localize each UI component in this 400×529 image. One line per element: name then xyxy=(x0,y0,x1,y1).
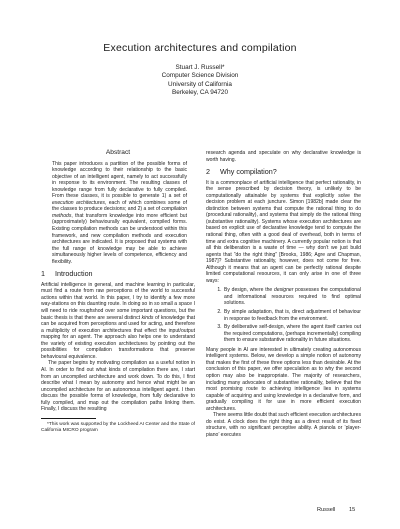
abstract-em-2: compilation methods xyxy=(52,206,187,219)
right-column xyxy=(206,150,361,438)
intro-paragraph-2: The paper begins by motivating compilation as a useful notion in AI. In order to find out what kinds of compilation there are, I start from an uncompiled architecture and work down. To do this, I first describe what I mean by autonomy and hence what might be an uncompiled architecture for an autonomous intelligent agent. I then discuss the possible forms of knowledge, from fully declarative to fully compiled, and map out the compilation paths linking them. Finally, I discuss the resulting xyxy=(41,360,195,413)
footnote xyxy=(41,422,195,434)
abstract-heading: Abstract xyxy=(105,149,131,156)
section-1-number: 1 xyxy=(41,269,45,279)
running-footer-author: Russell xyxy=(317,507,336,513)
abstract-text-1: This paper introduces a partition of the possible forms of knowledge according to their relationship to the basic objective of an intelligent agent, namely to act successfully in response to its environment. The resulting classes of knowledge range from fully declarative to fully compiled. From these classes, it is possible to generate 1) a set of xyxy=(52,160,187,200)
intro-p1-em: kinds xyxy=(141,314,154,321)
why-paragraph-2: Many people in AI are interested in ultimately creating autonomous intelligent systems. Below, we develop a simple notion of autonomy that makes the first of these three options less than desirable. At the conclusion of this paper, we offer speculation as to why the second option may also be inappropriate. The majority of researchers, including many advocates of substantive rationality, believe that the most promising route to achieving intelligence lies in systems capable of acquiring and using knowledge in a declarative form, and gradually compiling it for use in more efficient execution architectures. xyxy=(206,346,361,412)
list-item-2-text: By simple adaptation, that is, direct adjustment of behaviour in response to feedback from the environment. xyxy=(224,309,361,322)
three-ways-list xyxy=(206,287,361,343)
abstract-body xyxy=(41,161,195,266)
author-block xyxy=(0,64,400,97)
section-1-title: Introduction xyxy=(55,269,93,279)
list-item xyxy=(223,287,361,307)
page-number: 15 xyxy=(349,507,356,513)
intro-paragraph-1 xyxy=(41,282,195,361)
paper-title: Execution architectures and compilation xyxy=(103,42,297,54)
list-item-1-text: By design, where the xyxy=(224,287,275,294)
section-2-title: Why compilation? xyxy=(220,167,277,177)
list-item xyxy=(223,309,361,322)
list-item xyxy=(223,324,361,344)
carryover-paragraph: research agenda and speculate on why declarative knowledge is worth having. xyxy=(206,150,361,163)
section-1-heading xyxy=(41,271,195,278)
abstract-text-2: , each of which combines some of the classes to produce decisions; and 2) a set of xyxy=(52,199,187,213)
left-column xyxy=(41,150,195,434)
section-2-number: 2 xyxy=(206,167,210,177)
footnote-rule xyxy=(41,418,96,419)
intro-p1-text-b: of knowledge that can be acquired from perceptions and used for acting, and therefore a multiplicity of execution architectures that effect the input/output mapping for an agent. The approach also helps one to understand the variety of existing execution architectures by pointing out the possibilities for compilation transformations that preserve behavioural equivalence. xyxy=(41,314,195,360)
author-university: University of California xyxy=(168,80,232,88)
list-item-1-text-b: possesses the computational and informational resources required to find optimal solutions. xyxy=(224,287,361,307)
section-2-heading xyxy=(206,169,361,176)
intro-p1-text: Artificial intelligence in general, and machine learning in particular, must find a route from raw perceptions of the world to successful actions within that world. In this paper, I try to identify a few more way-stations on this daunting route. In doing so in so small a space I will need to ride roughshod over some important questions, but the basic thesis is that there are several distinct xyxy=(41,281,195,321)
author-name: Stuart J. Russell* xyxy=(175,64,225,71)
why-paragraph-1: It is a commonplace of artificial intelligence that perfect rationality, in the sense prescribed by decision theory, is unlikely to be computationally attainable by systems that explicitly solve the decision problem at each juncture. Simon [1982b] made clear the distinction between systems that compute the rational thing to do (procedural rationality), and systems that simply do the rational thing (substantive rationality). Systems whose execution architectures are based on explicit use of declarative knowledge tend to compute the rational thing, often with a good deal of overhead, both in terms of time and extra cognitive machinery. A currently popular notion is that all this deliberation is a waste of time — why don't we just build agents that “do the right thing” [Brooks, 1986; Agre and Chapman, 1987]? Substantive rationality, however, does not come for free. Although it means that an agent can be perfectly rational despite limited computational resources, it can only arise in one of three ways: xyxy=(206,179,361,284)
abstract-text-3: , that transform knowledge into more efficient but (approximately) behaviourally equivalent, compiled forms. Existing compilation methods can be understood within this framework, and new compilation methods and execution architectures are indicated. It is proposed that systems with the full range of knowledge may be able to achieve simultaneously higher levels of competence, efficiency and flexibility. xyxy=(52,212,187,265)
author-city: Berkeley, CA 94720 xyxy=(171,88,228,96)
list-item-3-text: By deliberative self-design, where the agent itself carries out the required computations, (perhaps incrementally) compiling them to ensure substantive rationality in future situations. xyxy=(224,324,361,344)
footnote-text: *This work was supported by the Lockheed AI Center and the State of California MICRO program xyxy=(41,421,195,433)
why-paragraph-3: There seems little doubt that such efficient execution architectures do exist. A clock does the right thing as a direct result of its fixed structure, with no significant perceptive ability. A pianola or ‘player-piano’ executes xyxy=(206,412,361,438)
author-department: Computer Science Division xyxy=(161,72,239,80)
list-item-1-em: designer xyxy=(274,287,294,294)
abstract-em-1: execution architectures xyxy=(52,199,105,206)
